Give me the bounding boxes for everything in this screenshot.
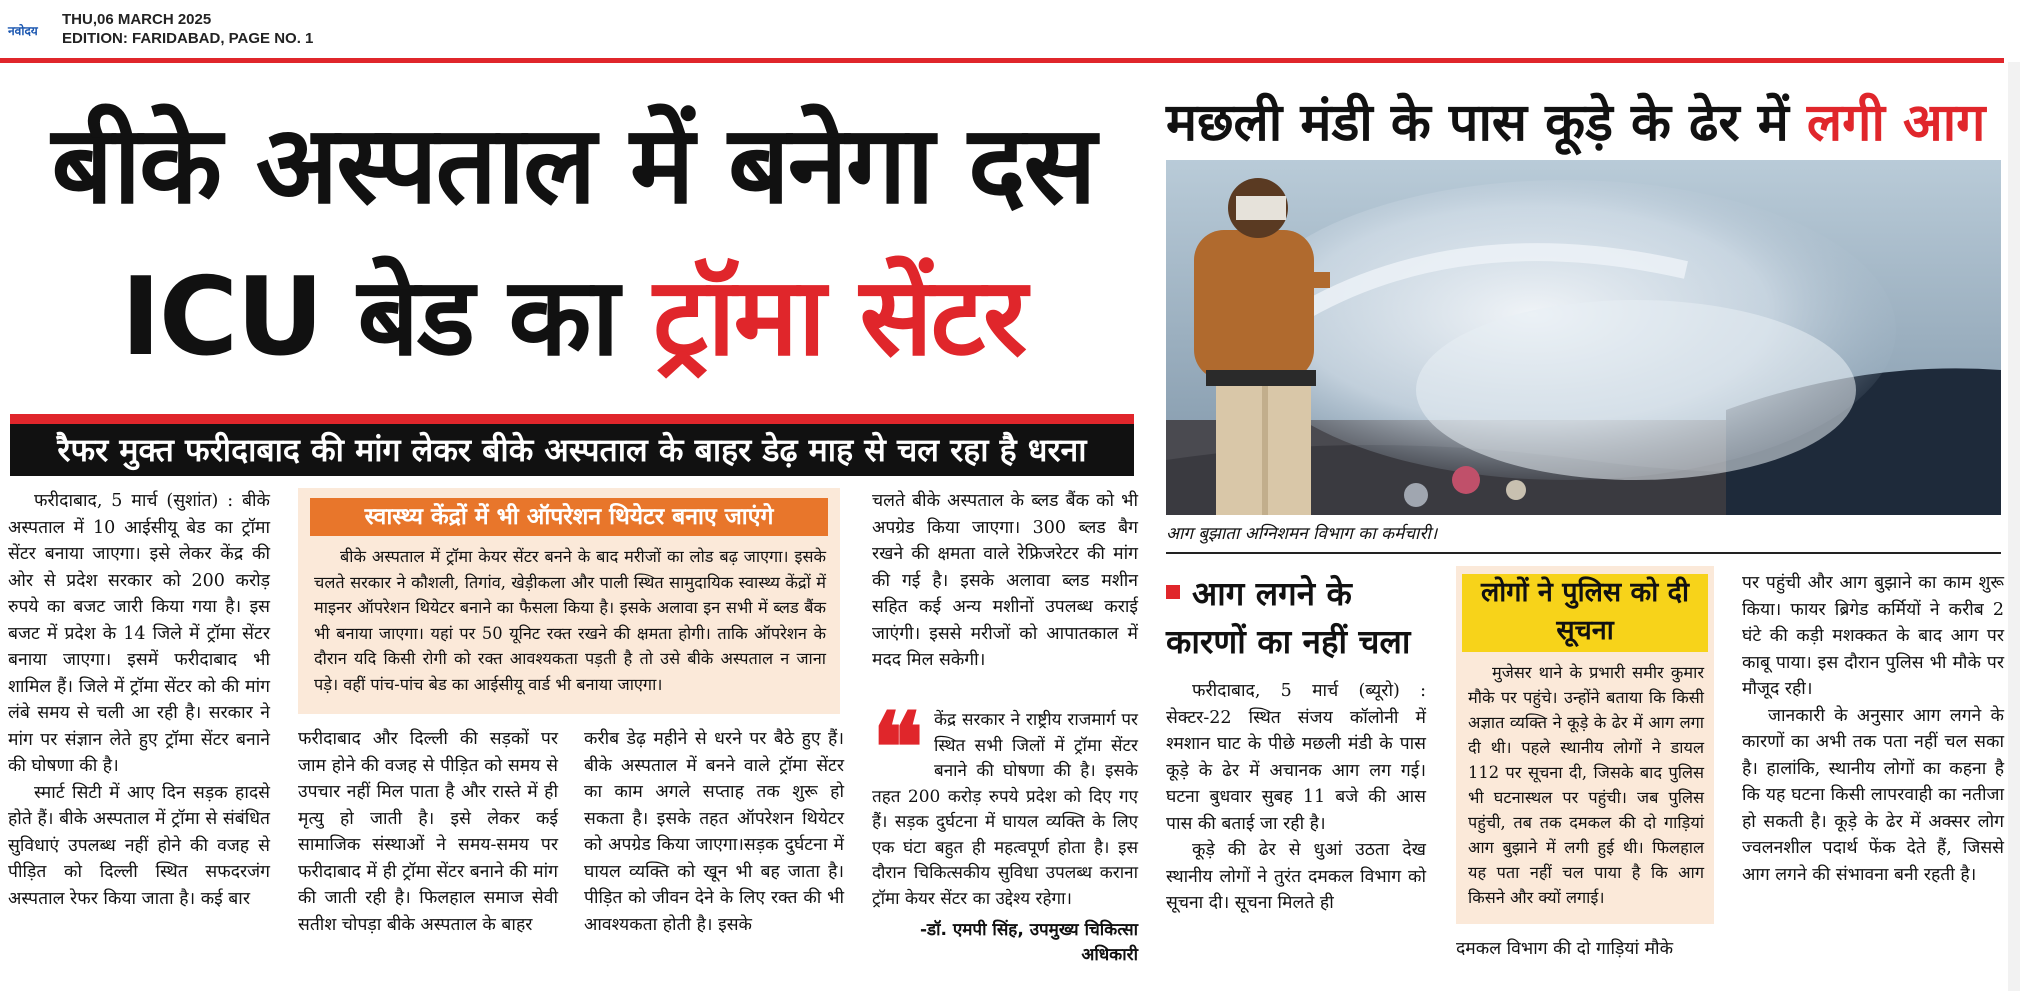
side-subheadline-text: आग लगने के कारणों का नहीं चला <box>1166 574 1411 661</box>
main-col2-para: फरीदाबाद और दिल्ली की सड़कों पर जाम होने की वजह से पीड़ित को समय से उपचार नहीं मिल पाता है और रास्ते में ही मृत्यु हो जाती है। इसे लेकर कई सामाजिक संस्थाओं ने समय-समय पर फरीदाबाद में ही ट्रॉमा सेंटर बनाने की मांग की जाती रही है। फिलहाल समाज सेवी सतीश चोपड़ा बीके अस्पताल के बाहर <box>298 729 558 935</box>
page-header <box>0 0 2031 62</box>
side-col1-para1: फरीदाबाद, 5 मार्च (ब्यूरो) : सेक्टर-22 स्थित संजय कॉलोनी में श्मशान घाट के पीछे मछली मंडी के पास कूड़े के ढेर में अचानक आग लग गई। घटना बुधवार सुबह 11 बजे की आस पास की बताई जा रही है। <box>1166 681 1426 834</box>
firefighter-spraying-water-image <box>1166 160 2001 515</box>
red-square-bullet-icon <box>1166 585 1180 599</box>
side-column-1 <box>1166 678 1426 917</box>
side-col3-para1: पर पहुंची और आग बुझाने का काम शुरू किया। फायर ब्रिगेड कर्मियों ने करीब 2 घंटे की कड़ी मशक्कत के बाद आग पर काबू पाया। इस दौरान पुलिस भी मौके पर मौजूद रही। <box>1742 573 2004 699</box>
side-col1-para2: कूड़े की ढेर से धुआं उठता देख स्थानीय लोगों ने तुरंत दमकल विभाग को सूचना दी। सूचना मिलते ही <box>1166 840 1426 913</box>
banner-text: रैफर मुक्त फरीदाबाद की मांग लेकर बीके अस्पताल के बाहर डेढ़ माह से चल रहा है धरना <box>57 431 1087 469</box>
main-col1-para2: स्मार्ट सिटी में आए दिन सड़क हादसे होते हैं। बीके अस्पताल में ट्रॉमा से संबंधित सुविधाएं उपलब्ध नहीं होने की वजह से पीड़ित को दिल्ली स्थित सफदरजंग अस्पताल रेफर किया जाता है। कई बार <box>8 782 270 909</box>
headline-line-1: बीके अस्पताल में बनेगा दस <box>51 103 1095 228</box>
banner-red-band <box>10 414 1134 424</box>
publication-date: THU,06 MARCH 2025 <box>62 11 212 28</box>
quote-signature: -डॉ. एमपी सिंह, उपमुख्य चिकित्सा अधिकारी <box>919 920 1138 965</box>
main-headline <box>8 90 1138 394</box>
main-column-1 <box>8 488 270 912</box>
police-box-title: लोगों ने पुलिस को दी सूचना <box>1462 574 1708 652</box>
headline-line-2 <box>8 242 1138 394</box>
scrollbar[interactable] <box>2008 62 2020 991</box>
main-column-2 <box>298 726 558 938</box>
side-column-2-bottom <box>1456 936 1714 963</box>
main-column-3 <box>584 726 844 938</box>
side-col3-para2: जानकारी के अनुसार आग लगने के कारणों का अभी तक पता नहीं चल सका है। हालांकि, स्थानीय लोगों का कहना है कि यह घटना किसी लापरवाही का नतीजा हो सकती है। कूड़े के ढेर में अक्सर लोग ज्वलनशील पदार्थ फेंक देते हैं, जिससे आग लगने की संभावना बनी रहती है। <box>1742 705 2004 885</box>
main-column-4 <box>872 488 1138 674</box>
header-divider <box>0 58 2004 63</box>
photo-caption: आग बुझाता अग्निशमन विभाग का कर्मचारी। <box>1166 522 2001 554</box>
side-col2-bottom-line: दमकल विभाग की दो गाड़ियां मौके <box>1456 939 1674 959</box>
quote-mark-icon: ❝ <box>872 691 924 804</box>
health-box-title: स्वास्थ्य केंद्रों में भी ऑपरेशन थियेटर बनाए जाएंगे <box>310 498 828 536</box>
police-box-body: मुजेसर थाने के प्रभारी समीर कुमार मौके पर पहुंचे। उन्होंने बताया कि किसी अज्ञात व्यक्ति ने कूड़े के ढेर में आग लगा दी थी। पहले स्थानीय लोगों ने डायल 112 पर सूचना दी, जिसके बाद पुलिस भी घटनास्थल पर पहुंची। जब पुलिस पहुंची, तब तक दमकल की दो गाड़ियां आग बुझाने में लगी हुई थी। फिलहाल यह पता नहीं चल पाया है कि आग किसने और क्यों लगाई। <box>1468 663 1704 907</box>
newspaper-logo: नवोदय <box>8 24 38 38</box>
side-headline-black: मछली मंडी के पास कूड़े के ढेर में <box>1166 93 1807 153</box>
quote-text: केंद्र सरकार ने राष्ट्रीय राजमार्ग पर स्थित सभी जिलों में ट्रॉमा सेंटर बनाने की घोषणा की है। इसके तहत 200 करोड़ रुपये प्रदेश को दिए गए हैं। सड़क दुर्घटना में घायल व्यक्ति के लिए एक घंटा बहुत ही महत्वपूर्ण होता है। इस दौरान चिकित्सकीय सुविधा उपलब्ध कराना ट्रॉमा केयर सेंटर का उद्देश्य रहेगा। <box>872 710 1138 909</box>
main-col3-para: करीब डेढ़ महीने से धरने पर बैठे हुए हैं। बीके अस्पताल में बनने वाले ट्रॉमा सेंटर का काम अगले सप्ताह तक शुरू हो सकता है। इसके तहत ऑपरेशन थियेटर को अपग्रेड किया जाएगा।सड़क दुर्घटना में घायल व्यक्ति को खून भी बह जाता है। पीड़ित को जीवन देने के लिए रक्त की भी आवश्यकता होती है। इसके <box>584 729 844 935</box>
side-column-3 <box>1742 570 2004 888</box>
health-box-body: बीके अस्पताल में ट्रॉमा केयर सेंटर बनने के बाद मरीजों का लोड बढ़ जाएगा। इसके चलते सरकार ने कौशली, तिगांव, खेड़ीकला और पाली स्थित सामुदायिक स्वास्थ्य केंद्रों में माइनर ऑपरेशन थियेटर बनाने का फैसला किया है। इसके अलावा इन सभी में ब्लड बैंक भी बनाया जाएगा। यहां पर 50 यूनिट रक्त रखने की क्षमता होगी। ताकि ऑपरेशन के दौरान यदि किसी रोगी को रक्त आवश्यकता पड़ती है तो उसे बीके अस्पताल न जाना पड़े। वहीं पांच-पांच बेड का आईसीयू वार्ड भी बनाया जाएगा। <box>314 547 826 694</box>
main-col4-para: चलते बीके अस्पताल के ब्लड बैंक को भी अपग्रेड किया जाएगा। 300 ब्लड बैग रखने की क्षमता वाले रेफ्रिजरेटर की मांग की गई है। इसके अलावा ब्लड मशीन सहित कई अन्य मशीनों उपलब्ध कराई जाएंगी। इससे मरीजों को आपातकाल में मदद मिल सकेगी। <box>872 491 1138 670</box>
headline-red-part: ट्रॉमा सेंटर <box>653 255 1026 380</box>
health-centres-box <box>298 488 840 714</box>
side-subheadline <box>1166 570 1426 666</box>
fire-photo <box>1166 160 2001 515</box>
dateline <box>62 10 313 48</box>
side-headline-red: लगी आग <box>1806 93 1986 153</box>
headline-black-part: ICU बेड का <box>120 255 654 380</box>
subheadline-banner <box>10 414 1134 476</box>
main-col1-para1: फरीदाबाद, 5 मार्च (सुशांत) : बीके अस्पताल में 10 आईसीयू बेड का ट्रॉमा सेंटर बनाया जाएगा। इसे लेकर केंद्र की ओर से प्रदेश सरकार को 200 करोड़ रुपये का बजट जारी किया गया है। इस बजट में प्रदेश के 14 जिले में ट्रॉमा सेंटर बनाया जाएगा। इसमें फरीदाबाद भी शामिल हैं। जिले में ट्रॉमा सेंटर को की मांग लंबे समय से चली आ रही है। सरकार ने मांग पर संज्ञान लेते हुए ट्रॉमा सेंटर बनाने की घोषणा की है। <box>8 491 270 776</box>
side-headline <box>1166 88 2011 158</box>
police-informed-box <box>1456 566 1714 924</box>
edition-info: EDITION: FARIDABAD, PAGE NO. 1 <box>62 30 314 47</box>
